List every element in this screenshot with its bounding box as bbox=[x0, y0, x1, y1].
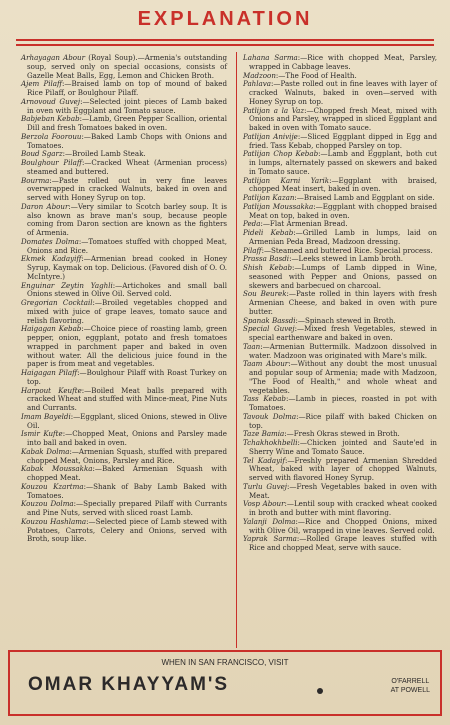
menu-entry bbox=[243, 439, 437, 457]
dish-description: :—Paste rolled out in very fine leaves overwrapped in cracked Walnuts, baked in oven and served with Honey Syrup on top. bbox=[27, 175, 227, 202]
dish-name: Taan bbox=[243, 341, 261, 351]
dish-description: :—Braised Lamb and Eggplant on side. bbox=[294, 193, 435, 202]
dish-description: :—Very similar to Scotch barley soup. It is also known as brave man's soup, because people coming from Daron section are known as the fighters of Armenia. bbox=[27, 201, 227, 237]
dish-description: :—Leeks stewed in Lamb broth. bbox=[289, 254, 404, 264]
restaurant-address bbox=[391, 677, 430, 695]
menu-entry bbox=[243, 54, 437, 72]
dish-description: :—Mixed fresh Vegetables, stewed in special earthenware and baked in oven. bbox=[249, 324, 437, 342]
dish-name: Enguinar Zeytin Yaghli bbox=[21, 280, 113, 290]
dish-name: Spanak Bassdi bbox=[243, 315, 296, 325]
dish-name: Shish Kebab bbox=[243, 263, 292, 272]
title-rule-bottom bbox=[16, 44, 434, 46]
dish-description: :—Flat Armenian Bread. bbox=[260, 219, 348, 229]
dish-description: :—Boiled Meat balls prepared with cracked Wheat and stuffed with Mince-meat, Pine Nuts and Currants. bbox=[27, 385, 227, 412]
menu-entry bbox=[243, 150, 437, 176]
dish-name: Ajem Pilaff bbox=[21, 79, 63, 89]
right-column bbox=[243, 54, 437, 553]
menu-entry bbox=[21, 203, 227, 238]
dish-name: Yalanji Dolma bbox=[243, 516, 296, 526]
dish-name: Tel Kadayif bbox=[243, 455, 286, 465]
dish-name: Kabak Moussakka bbox=[21, 464, 93, 474]
dish-description: :—Baked Lamb Chops with Onions and Tomatoes. bbox=[27, 131, 227, 150]
dish-name: Bourma bbox=[21, 175, 50, 185]
dish-description: :—Chopped fresh Meat, mixed with Onions and Parsley, wrapped in sliced Eggplant and baked in oven with Tomato sauce. bbox=[249, 105, 437, 132]
dish-name: Imam Bayeldi bbox=[21, 411, 71, 421]
dish-name: Tavouk Dolma bbox=[243, 411, 297, 421]
dish-description: :—Selected joint pieces of Lamb baked in oven with Eggplant and Tomato sauce. bbox=[27, 96, 227, 115]
dish-name: Ismir Kufte bbox=[21, 429, 63, 439]
dish-description: :—Lamb and Eggplant, both cut in lumps, alternately passed on skewers and baked in Tomato sauce. bbox=[249, 149, 437, 176]
restaurant-name: OMAR KHAYYAM'S bbox=[28, 674, 230, 695]
dish-name: Patlijan a la Vaz bbox=[243, 105, 305, 115]
menu-entry bbox=[21, 282, 227, 300]
menu-entry bbox=[243, 177, 437, 195]
menu-entry bbox=[243, 483, 437, 501]
dish-name: Arhayagan Abour bbox=[21, 53, 86, 62]
dish-name: Yaprak Sarma bbox=[243, 534, 297, 544]
left-column bbox=[21, 54, 227, 544]
menu-entry bbox=[243, 80, 437, 106]
dish-description: :—Chopped Meat, Onions and Parsley made into ball and baked in oven. bbox=[27, 429, 227, 447]
menu-entry bbox=[21, 133, 227, 151]
menu-entry bbox=[243, 360, 437, 395]
menu-entry bbox=[21, 465, 227, 483]
address-line-2: AT POWELL bbox=[390, 687, 430, 694]
dish-description: :—Braised lamb on top of mound of baked Rice Pilaff, or Boulghour Pilaff. bbox=[27, 79, 227, 97]
dish-name: Boulghour Pilaff bbox=[21, 158, 82, 167]
menu-entry bbox=[243, 457, 437, 483]
dish-name: Tass Kebab bbox=[243, 394, 286, 404]
dish-description: :—Rice pilaff with baked Chicken on top. bbox=[249, 411, 437, 430]
dish-name: Patlijan Moussakka bbox=[243, 201, 314, 211]
dish-name: Arnovoud Guvej bbox=[21, 96, 81, 106]
menu-entry bbox=[243, 133, 437, 151]
dish-name: Haigagan Kebab bbox=[21, 324, 82, 334]
dish-description: :—Tomatoes stuffed with chopped Meat, Onions and Rice. bbox=[27, 236, 227, 255]
dish-name: Patlijan Chop Kebab bbox=[243, 149, 319, 159]
menu-entry bbox=[21, 518, 227, 544]
menu-entry bbox=[21, 369, 227, 387]
dish-description: :—Eggplant with chopped braised Meat on top, baked in oven. bbox=[249, 201, 437, 220]
dish-name: Kabak Dolma bbox=[21, 446, 70, 456]
menu-entry bbox=[21, 483, 227, 501]
dish-name: Turlu Guvej bbox=[243, 481, 288, 491]
dish-name: Madzoon bbox=[243, 70, 276, 80]
menu-entry bbox=[21, 255, 227, 281]
menu-entry bbox=[243, 395, 437, 413]
title-rule-top bbox=[16, 39, 434, 41]
dish-name: Gregorian Cocktail bbox=[21, 298, 93, 307]
dish-description: :—Freshly prepared Armenian Shredded Wheat, baked with layer of chopped Walnuts, served with flavored Honey Syrup. bbox=[249, 455, 437, 482]
menu-entry bbox=[243, 325, 437, 343]
dish-description: :—Armenian bread cooked in Honey Syrup, Kaymak on top. Delicious. (Favored dish of O. O. McIntyre.) bbox=[27, 254, 227, 281]
menu-entry bbox=[21, 98, 227, 116]
dish-name: Prassa Basdi bbox=[243, 254, 290, 264]
menu-entry bbox=[21, 177, 227, 203]
dish-description: :—Choice piece of roasting lamb, green pepper, onion, eggplant, potato and fresh tomatoes wrapped in parchment paper and baked in oven without water. All the delicious juice found in the paper is from meat and vegetables. bbox=[27, 324, 228, 369]
dish-description: (Royal Soup).—Armenia's outstanding soup, served only on special occasions, consists of Gazelle Meat Balls, Egg, Lemon and Chicken Broth. bbox=[27, 53, 227, 80]
dish-name: Taam Abour bbox=[243, 359, 289, 369]
menu-entry bbox=[243, 290, 437, 316]
dish-description: :—Lentil soup with cracked wheat cooked in broth and butter with mint flavoring. bbox=[249, 499, 437, 517]
menu-entry bbox=[21, 325, 227, 369]
menu-entry bbox=[243, 229, 437, 247]
dish-description: :—Eggplant, sliced Onions, stewed in Olive Oil. bbox=[27, 411, 228, 430]
dish-description: :—Lamb in pieces, roasted in pot with Tomatoes. bbox=[249, 394, 437, 412]
dish-description: :—Rice with chopped Meat, Parsley, wrapped in Cabbage leaves. bbox=[249, 53, 437, 71]
dish-name: Tchakhokhbelli bbox=[243, 438, 298, 447]
menu-entry bbox=[243, 500, 437, 518]
menu-entry bbox=[21, 80, 227, 98]
column-divider bbox=[236, 52, 237, 648]
dish-description: :—Fresh Vegetables baked in oven with Meat. bbox=[249, 481, 437, 500]
menu-entry bbox=[243, 107, 437, 133]
dish-description: :—Sliced Eggplant dipped in Egg and fried. Tass Kebab, chopped Parsley on top. bbox=[249, 131, 437, 150]
menu-entry bbox=[21, 159, 227, 177]
dish-name: Babjeban Kebab bbox=[21, 114, 80, 124]
menu-entry bbox=[21, 448, 227, 466]
dish-name: Pilaff bbox=[243, 245, 262, 255]
dish-name: Special Guvej bbox=[243, 324, 295, 334]
dish-name: Domates Dolma bbox=[21, 236, 79, 246]
menu-entry bbox=[21, 54, 227, 80]
dish-description: :—Armenian Buttermilk. Madzoon dissolved in water. Madzoon was originated with Mare's milk. bbox=[249, 341, 437, 360]
dish-description: :—Fresh Okras stewed in Broth. bbox=[284, 429, 400, 439]
footer-visit-text: WHEN IN SAN FRANCISCO, VISIT bbox=[161, 658, 289, 667]
dish-description: :—Chicken jointed and Saute'ed in Sherry Wine and Tomato Sauce. bbox=[249, 438, 437, 456]
dish-name: Lahana Sarma bbox=[243, 53, 298, 62]
menu-entry bbox=[243, 535, 437, 553]
menu-entry bbox=[21, 387, 227, 413]
dish-name: Kouzou Hashlama bbox=[21, 516, 87, 526]
dish-name: Pahlava bbox=[243, 79, 271, 89]
bullet-dot bbox=[317, 688, 323, 694]
dish-description: :—Spinach stewed in Broth. bbox=[295, 315, 396, 325]
footer-advert bbox=[8, 650, 442, 716]
dish-name: Kouzou Dolma bbox=[21, 499, 74, 509]
menu-entry bbox=[243, 203, 437, 221]
menu-entry bbox=[243, 413, 437, 431]
dish-name: Kouzou Kzartma bbox=[21, 481, 84, 491]
menu-entry bbox=[243, 264, 437, 290]
dish-description: :—Shank of Baby Lamb Baked with Tomatoes. bbox=[27, 481, 227, 500]
menu-entry bbox=[21, 115, 227, 133]
dish-description: :—Armenian Squash, stuffed with prepared chopped Meat, Onions, Parsley and Rice. bbox=[27, 446, 227, 465]
address-line-1: O'FARRELL bbox=[391, 678, 430, 685]
dish-name: Taze Bamia bbox=[243, 429, 285, 439]
dish-description: :—Lumps of Lamb dipped in Wine, seasoned with Pepper and Onions, passed on skewers and barbecued on charcoal. bbox=[249, 263, 438, 290]
dish-description: :—Steamed and buttered Rice. Special process. bbox=[261, 245, 433, 255]
dish-name: Pideli Kebab bbox=[243, 228, 294, 237]
dish-description: :—Lamb, Green Pepper Scallion, oriental Dill and fresh Tomatoes baked in oven. bbox=[27, 114, 227, 132]
dish-name: Harpout Keufte bbox=[21, 385, 82, 395]
dish-name: Patlijan Karni Yarik bbox=[243, 175, 330, 185]
dish-description: :—Rolled Grape leaves stuffed with Rice and chopped Meat, serve with sauce. bbox=[249, 534, 438, 552]
menu-entry bbox=[21, 299, 227, 325]
page-title: EXPLANATION bbox=[137, 8, 313, 30]
dish-name: Boud Sgarz bbox=[21, 149, 63, 159]
menu-entry bbox=[21, 500, 227, 518]
dish-description: :—Without any doubt the most unusual and popular soup of Armenia; made with Madzoon, "The Food of Health," and whole wheat and vegetables. bbox=[249, 359, 438, 395]
dish-name: Berzola Foorouu bbox=[21, 131, 82, 141]
menu-entry bbox=[21, 413, 227, 431]
dish-description: :—Grilled Lamb in lumps, laid on Armenian Peda Bread, Madzoon dressing. bbox=[249, 228, 437, 246]
dish-description: :—Artichokes and small ball Onions stewed in Olive Oil. Served cold. bbox=[27, 280, 227, 299]
dish-description: :—Paste rolled out in fine leaves with layer of cracked Walnuts, baked in oven—served with Honey Syrup on top. bbox=[249, 79, 437, 106]
menu-entry bbox=[243, 518, 437, 536]
menu-entry bbox=[21, 430, 227, 448]
dish-name: Patlijan Anivije bbox=[243, 131, 298, 141]
dish-description: :—Boulghour Pilaff with Roast Turkey on top. bbox=[27, 368, 227, 386]
dish-name: Vosp Abour bbox=[243, 499, 285, 509]
dish-description: :—Broiled vegetables chopped and mixed with juice of grape leaves, tomato sauce and relish flavoring. bbox=[27, 298, 227, 325]
dish-description: :—Rice and Chopped Onions, mixed with Olive Oil, wrapped in vine leaves. Served cold. bbox=[249, 516, 437, 535]
dish-name: Patlijan Kazan bbox=[243, 193, 295, 202]
dish-name: Sou Beurek bbox=[243, 289, 287, 299]
dish-description: :—The Food of Health. bbox=[275, 70, 357, 80]
dish-name: Daron Abour bbox=[21, 201, 69, 211]
dish-name: Haigagan Pilaff bbox=[21, 368, 78, 377]
dish-description: :—Cracked Wheat (Armenian process) steamed and buttered. bbox=[27, 158, 227, 176]
menu-entry bbox=[243, 343, 437, 361]
dish-description: :—Eggplant with braised, chopped Meat insert, baked in oven. bbox=[249, 175, 437, 194]
dish-description: :—Broiled Lamb Steak. bbox=[62, 149, 146, 159]
dish-name: Ekmek Kadayiff bbox=[21, 254, 82, 264]
dish-description: :—Paste rolled in thin layers with fresh Armenian Cheese, and baked in oven with pure butter. bbox=[249, 289, 437, 316]
dish-description: :—Specially prepared Pilaff with Currants and Pine Nuts, served with sliced roast Lamb. bbox=[27, 499, 228, 517]
menu-entry bbox=[21, 238, 227, 256]
dish-description: :—Selected piece of Lamb stewed with Potatoes, Carrots, Celery and Onions, served with Broth, soup like. bbox=[27, 516, 228, 544]
dish-description: :—Baked Armenian Squash with chopped Meat. bbox=[27, 464, 227, 482]
dish-name: Peda bbox=[243, 219, 261, 229]
